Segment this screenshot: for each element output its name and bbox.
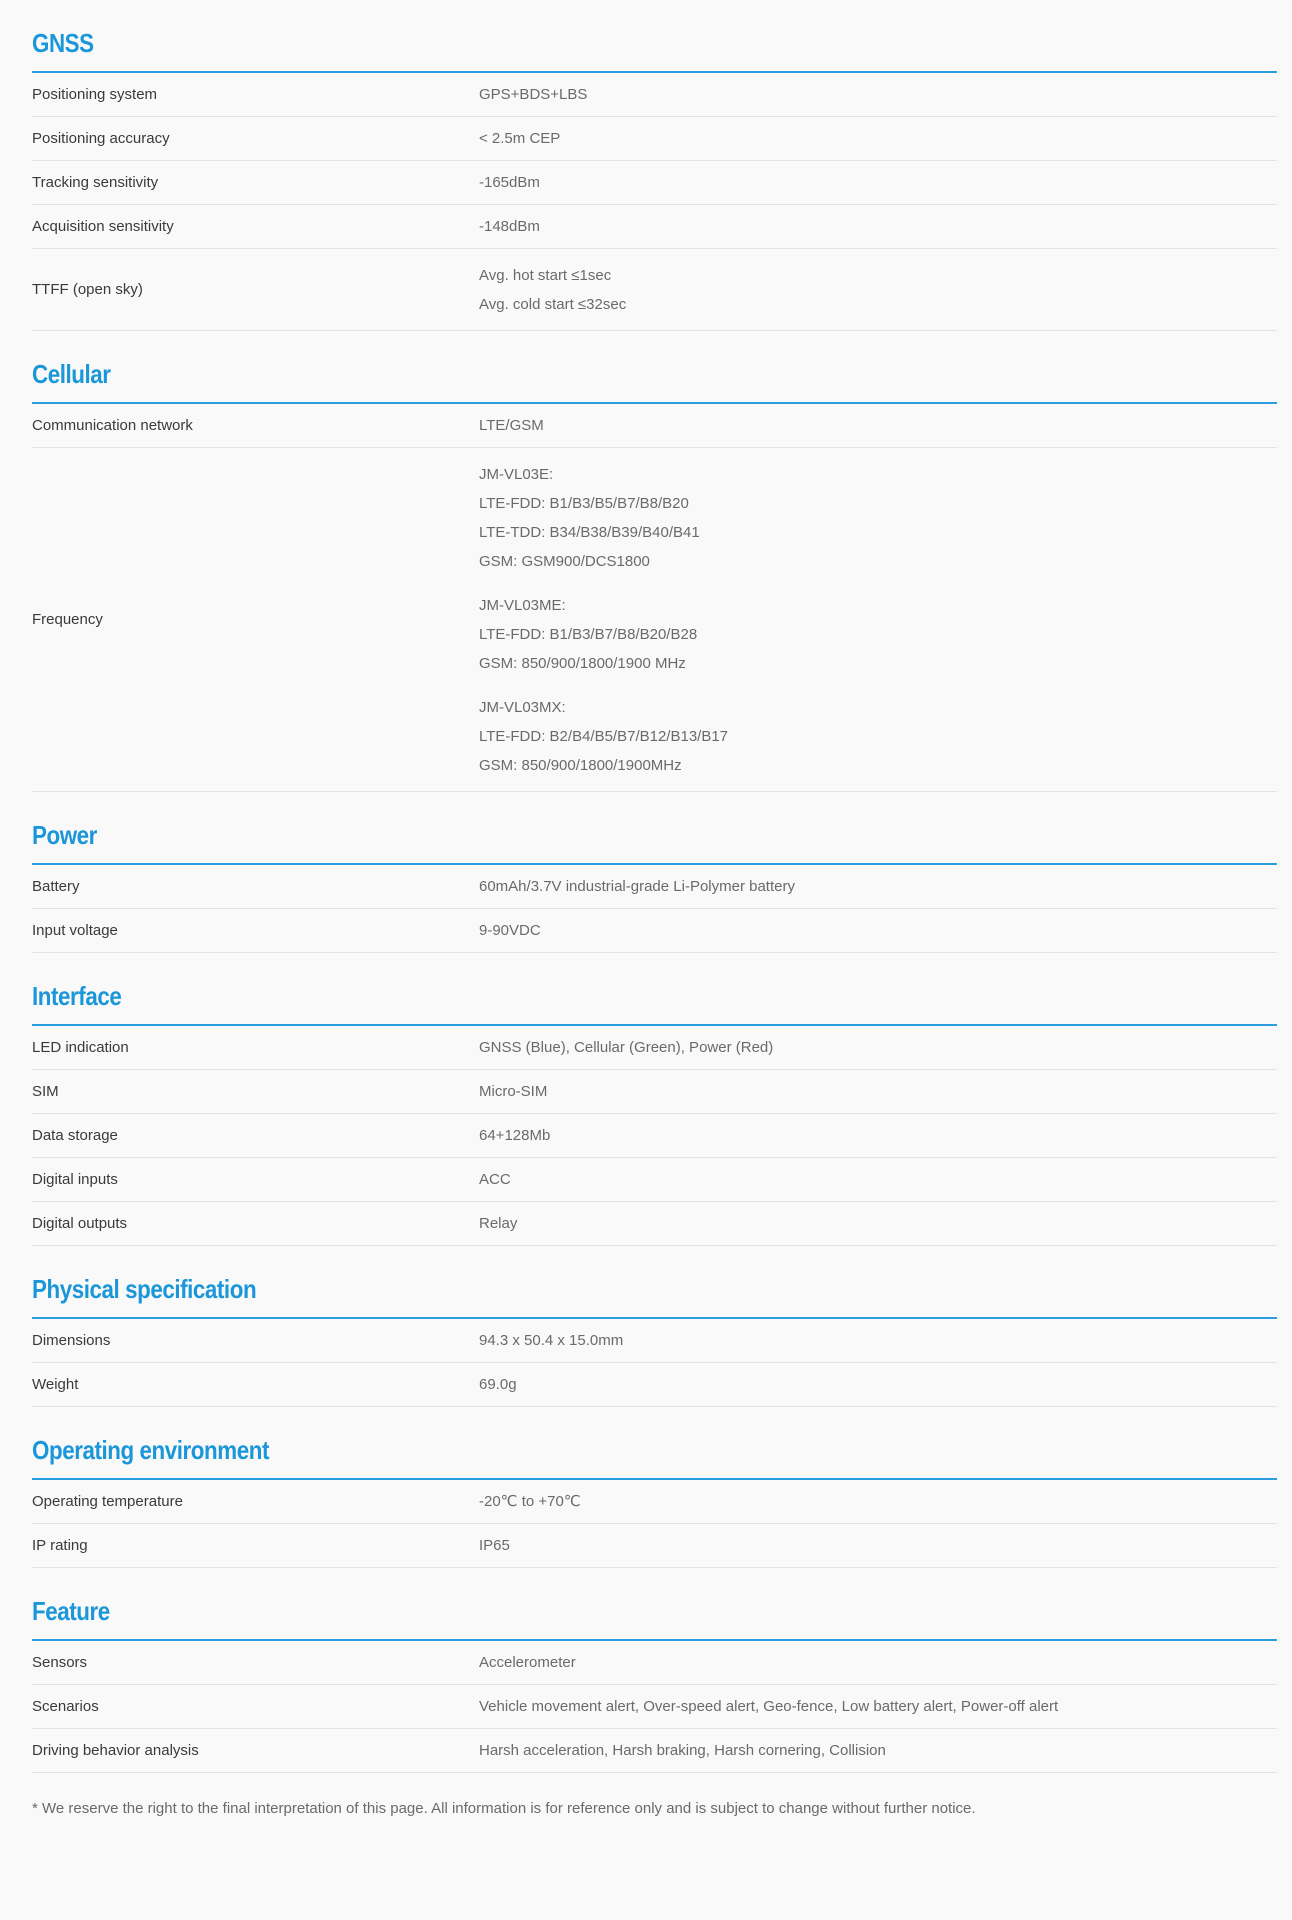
section-title <box>32 1246 1277 1319</box>
section-cellular <box>32 331 1277 792</box>
spec-value-group <box>479 1114 1277 1157</box>
spec-value-line: Harsh acceleration, Harsh braking, Harsh cornering, Collision <box>479 1742 886 1759</box>
spec-value <box>479 865 1277 908</box>
spec-label: LED indication <box>32 1039 129 1056</box>
spec-value-group <box>479 1070 1277 1113</box>
section-operating-environment <box>32 1407 1277 1568</box>
section-gnss <box>32 0 1277 331</box>
spec-value-group <box>479 1319 1277 1362</box>
spec-value-line: 60mAh/3.7V industrial-grade Li-Polymer battery <box>479 878 795 895</box>
spec-value <box>479 404 1277 447</box>
section-title <box>32 331 1277 404</box>
spec-label: Sensors <box>32 1654 88 1671</box>
spec-value-group <box>479 1685 1277 1728</box>
section-feature <box>32 1568 1277 1773</box>
spec-value-line: Avg. hot start ≤1sec <box>479 267 612 284</box>
spec-label: Digital inputs <box>32 1171 118 1188</box>
section-interface <box>32 953 1277 1246</box>
spec-value-line: GSM: 850/900/1800/1900MHz <box>479 757 682 774</box>
spec-value-line: -148dBm <box>479 218 540 235</box>
section-power <box>32 792 1277 953</box>
spec-label: Positioning accuracy <box>32 130 170 147</box>
spec-value-line: Relay <box>479 1215 518 1232</box>
spec-label: SIM <box>32 1083 59 1100</box>
spec-label: Driving behavior analysis <box>32 1742 199 1759</box>
spec-value <box>479 1202 1277 1245</box>
spec-row <box>32 73 1277 117</box>
spec-label: Input voltage <box>32 922 118 939</box>
section-title-text: Power <box>32 820 97 850</box>
spec-row <box>32 1158 1277 1202</box>
spec-label: Communication network <box>32 417 193 434</box>
spec-label: Positioning system <box>32 86 158 103</box>
section-physical-specification <box>32 1246 1277 1407</box>
spec-value-group <box>479 693 1277 780</box>
spec-value-line: JM-VL03E: <box>479 466 554 483</box>
section-title-text: GNSS <box>32 28 94 58</box>
spec-value-line: 9-90VDC <box>479 922 541 939</box>
spec-row <box>32 448 1277 792</box>
spec-value <box>479 1480 1277 1523</box>
spec-label: Frequency <box>32 611 103 628</box>
spec-row <box>32 404 1277 448</box>
spec-value-group <box>479 1158 1277 1201</box>
spec-value-group <box>479 1729 1277 1772</box>
spec-label: Dimensions <box>32 1332 111 1349</box>
spec-value <box>479 909 1277 952</box>
spec-value-line: -165dBm <box>479 174 540 191</box>
spec-value-group <box>479 1026 1277 1069</box>
spec-value-line: 69.0g <box>479 1376 517 1393</box>
spec-value <box>479 1729 1277 1772</box>
spec-value <box>479 1685 1277 1728</box>
spec-value <box>479 161 1277 204</box>
spec-value-group <box>479 205 1277 248</box>
spec-value-group <box>479 865 1277 908</box>
spec-row <box>32 1480 1277 1524</box>
spec-value-group <box>479 1363 1277 1406</box>
spec-row <box>32 249 1277 331</box>
spec-row <box>32 1729 1277 1773</box>
spec-value-group <box>479 591 1277 678</box>
section-title-text: Interface <box>32 981 122 1011</box>
spec-value-group <box>479 1641 1277 1684</box>
section-title <box>32 792 1277 865</box>
spec-row <box>32 1524 1277 1568</box>
spec-row <box>32 1685 1277 1729</box>
section-title-text: Physical specification <box>32 1274 257 1304</box>
spec-value-line: GSM: 850/900/1800/1900 MHz <box>479 655 686 672</box>
spec-value <box>479 1363 1277 1406</box>
spec-value-line: IP65 <box>479 1537 510 1554</box>
spec-value <box>479 1158 1277 1201</box>
section-title <box>32 0 1277 73</box>
spec-value-line: < 2.5m CEP <box>479 130 561 147</box>
spec-value-line: LTE-FDD: B1/B3/B7/B8/B20/B28 <box>479 626 698 643</box>
spec-value-line: LTE-FDD: B1/B3/B5/B7/B8/B20 <box>479 495 689 512</box>
spec-value-line: GPS+BDS+LBS <box>479 86 588 103</box>
spec-row <box>32 1363 1277 1407</box>
spec-label: Scenarios <box>32 1698 99 1715</box>
spec-value-group <box>479 117 1277 160</box>
spec-label: Acquisition sensitivity <box>32 218 174 235</box>
spec-value-line: 64+128Mb <box>479 1127 551 1144</box>
spec-value <box>479 1319 1277 1362</box>
section-title <box>32 1407 1277 1480</box>
spec-value-group <box>479 261 1277 319</box>
spec-value-line: LTE-TDD: B34/B38/B39/B40/B41 <box>479 524 700 541</box>
spec-value <box>479 117 1277 160</box>
spec-value-group <box>479 73 1277 116</box>
spec-value <box>479 1641 1277 1684</box>
spec-row <box>32 1202 1277 1246</box>
spec-label: Operating temperature <box>32 1493 183 1510</box>
section-title-text: Feature <box>32 1596 110 1626</box>
spec-label: IP rating <box>32 1537 88 1554</box>
spec-value <box>479 1524 1277 1567</box>
spec-sheet <box>32 0 1277 1773</box>
spec-value-group <box>479 1524 1277 1567</box>
spec-value <box>479 249 1277 330</box>
spec-row <box>32 1641 1277 1685</box>
footnote: * We reserve the right to the final interpretation of this page. All information is for reference only and is subject to change without further notice. <box>32 1800 976 1817</box>
spec-value-group <box>479 1480 1277 1523</box>
spec-value-line: ACC <box>479 1171 511 1188</box>
spec-row <box>32 1114 1277 1158</box>
spec-value-line: LTE/GSM <box>479 417 544 434</box>
spec-value-line: 94.3 x 50.4 x 15.0mm <box>479 1332 624 1349</box>
spec-label: Tracking sensitivity <box>32 174 159 191</box>
spec-value-line: GNSS (Blue), Cellular (Green), Power (Red) <box>479 1039 774 1056</box>
spec-row <box>32 205 1277 249</box>
spec-row <box>32 865 1277 909</box>
spec-row <box>32 1319 1277 1363</box>
spec-row <box>32 1026 1277 1070</box>
spec-label: TTFF (open sky) <box>32 281 143 298</box>
spec-row <box>32 909 1277 953</box>
spec-row <box>32 1070 1277 1114</box>
spec-value-line: LTE-FDD: B2/B4/B5/B7/B12/B13/B17 <box>479 728 729 745</box>
spec-row <box>32 117 1277 161</box>
section-title <box>32 1568 1277 1641</box>
spec-value-line: Vehicle movement alert, Over-speed alert, Geo-fence, Low battery alert, Power-off alert <box>479 1698 1059 1715</box>
section-title <box>32 953 1277 1026</box>
spec-value <box>479 1070 1277 1113</box>
spec-value-line: Micro-SIM <box>479 1083 548 1100</box>
spec-label: Data storage <box>32 1127 118 1144</box>
spec-value-group <box>479 1202 1277 1245</box>
spec-value-line: JM-VL03MX: <box>479 699 566 716</box>
spec-value <box>479 73 1277 116</box>
spec-value-line: Avg. cold start ≤32sec <box>479 296 627 313</box>
section-title-text: Cellular <box>32 359 111 389</box>
spec-value-line: Accelerometer <box>479 1654 576 1671</box>
spec-value-group <box>479 909 1277 952</box>
spec-value <box>479 205 1277 248</box>
spec-label: Battery <box>32 878 80 895</box>
spec-value <box>479 1026 1277 1069</box>
spec-value-group <box>479 460 1277 576</box>
spec-label: Digital outputs <box>32 1215 128 1232</box>
spec-value <box>479 1114 1277 1157</box>
spec-label: Weight <box>32 1376 79 1393</box>
spec-row <box>32 161 1277 205</box>
section-title-text: Operating environment <box>32 1435 269 1465</box>
spec-value <box>479 448 1277 791</box>
spec-value-line: JM-VL03ME: <box>479 597 566 614</box>
spec-value-line: -20℃ to +70℃ <box>479 1493 581 1510</box>
spec-value-line: GSM: GSM900/DCS1800 <box>479 553 650 570</box>
spec-value-group <box>479 161 1277 204</box>
spec-value-group <box>479 404 1277 447</box>
